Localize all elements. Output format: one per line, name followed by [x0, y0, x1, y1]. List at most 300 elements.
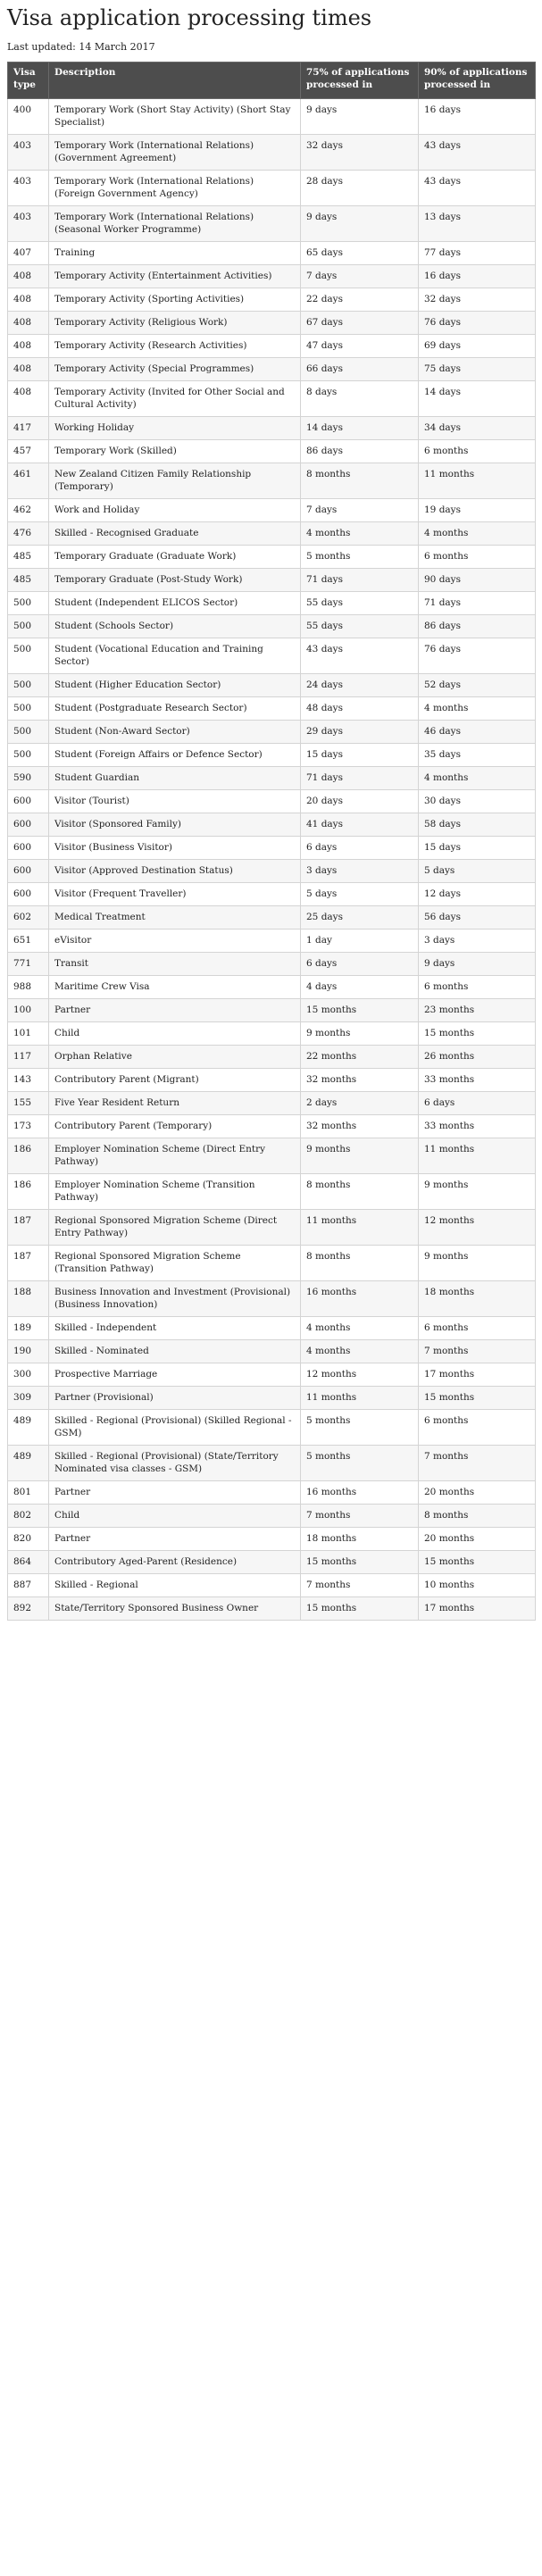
cell-visa-type: 407 [8, 242, 49, 265]
cell-90-percent: 3 days [419, 930, 536, 953]
cell-90-percent: 90 days [419, 569, 536, 592]
cell-75-percent: 71 days [301, 569, 419, 592]
cell-75-percent: 5 months [301, 1410, 419, 1446]
table-row [8, 860, 536, 883]
cell-90-percent: 6 months [419, 546, 536, 569]
cell-visa-type: 173 [8, 1115, 49, 1138]
cell-75-percent: 12 months [301, 1363, 419, 1387]
cell-90-percent: 12 days [419, 883, 536, 906]
cell-75-percent: 8 months [301, 1246, 419, 1281]
cell-75-percent: 22 months [301, 1046, 419, 1069]
cell-description: Child [49, 1022, 301, 1046]
cell-description: Business Innovation and Investment (Provisional) (Business Innovation) [49, 1281, 301, 1317]
cell-visa-type: 408 [8, 335, 49, 358]
cell-90-percent: 43 days [419, 135, 536, 171]
cell-75-percent: 8 months [301, 1174, 419, 1210]
cell-visa-type: 489 [8, 1446, 49, 1481]
cell-description: Temporary Work (Short Stay Activity) (Short Stay Specialist) [49, 99, 301, 135]
table-row [8, 1281, 536, 1317]
cell-90-percent: 76 days [419, 312, 536, 335]
table-row [8, 1528, 536, 1551]
cell-description: Skilled - Nominated [49, 1340, 301, 1363]
cell-75-percent: 24 days [301, 674, 419, 697]
cell-75-percent: 2 days [301, 1092, 419, 1115]
cell-visa-type: 500 [8, 592, 49, 615]
cell-description: Student (Non-Award Sector) [49, 721, 301, 744]
table-row [8, 953, 536, 976]
table-row [8, 1210, 536, 1246]
table-row [8, 1446, 536, 1481]
cell-visa-type: 101 [8, 1022, 49, 1046]
cell-description: Employer Nomination Scheme (Direct Entry Pathway) [49, 1138, 301, 1174]
cell-description: Five Year Resident Return [49, 1092, 301, 1115]
table-row [8, 1597, 536, 1621]
cell-visa-type: 300 [8, 1363, 49, 1387]
cell-visa-type: 408 [8, 312, 49, 335]
table-row [8, 312, 536, 335]
cell-75-percent: 65 days [301, 242, 419, 265]
cell-75-percent: 4 days [301, 976, 419, 999]
cell-75-percent: 11 months [301, 1387, 419, 1410]
cell-90-percent: 15 months [419, 1387, 536, 1410]
table-row [8, 1115, 536, 1138]
cell-description: Temporary Work (International Relations) (Foreign Government Agency) [49, 171, 301, 206]
cell-description: eVisitor [49, 930, 301, 953]
table-row [8, 242, 536, 265]
table-row [8, 522, 536, 546]
cell-75-percent: 8 days [301, 381, 419, 417]
cell-75-percent: 18 months [301, 1528, 419, 1551]
cell-90-percent: 56 days [419, 906, 536, 930]
header-description: Description [49, 63, 301, 99]
table-row [8, 813, 536, 837]
cell-visa-type: 100 [8, 999, 49, 1022]
table-row [8, 358, 536, 381]
cell-description: Student (Higher Education Sector) [49, 674, 301, 697]
cell-description: Visitor (Approved Destination Status) [49, 860, 301, 883]
cell-90-percent: 7 months [419, 1340, 536, 1363]
table-row [8, 592, 536, 615]
table-row [8, 440, 536, 463]
cell-90-percent: 11 months [419, 463, 536, 499]
table-row [8, 1046, 536, 1069]
cell-visa-type: 186 [8, 1138, 49, 1174]
cell-description: Student Guardian [49, 767, 301, 790]
cell-90-percent: 77 days [419, 242, 536, 265]
cell-description: Student (Independent ELICOS Sector) [49, 592, 301, 615]
cell-90-percent: 17 months [419, 1597, 536, 1621]
table-row [8, 1340, 536, 1363]
table-row [8, 1069, 536, 1092]
cell-90-percent: 15 days [419, 837, 536, 860]
cell-75-percent: 15 months [301, 999, 419, 1022]
cell-75-percent: 15 months [301, 1551, 419, 1574]
cell-description: Student (Schools Sector) [49, 615, 301, 638]
table-row [8, 1387, 536, 1410]
table-row [8, 1174, 536, 1210]
cell-description: Visitor (Frequent Traveller) [49, 883, 301, 906]
cell-75-percent: 5 days [301, 883, 419, 906]
cell-75-percent: 41 days [301, 813, 419, 837]
cell-visa-type: 864 [8, 1551, 49, 1574]
cell-description: Temporary Activity (Invited for Other Social and Cultural Activity) [49, 381, 301, 417]
cell-90-percent: 58 days [419, 813, 536, 837]
table-body [8, 99, 536, 1621]
table-row [8, 999, 536, 1022]
cell-visa-type: 186 [8, 1174, 49, 1210]
cell-visa-type: 462 [8, 499, 49, 522]
cell-90-percent: 4 months [419, 522, 536, 546]
cell-visa-type: 489 [8, 1410, 49, 1446]
cell-visa-type: 500 [8, 697, 49, 721]
cell-90-percent: 75 days [419, 358, 536, 381]
cell-visa-type: 461 [8, 463, 49, 499]
cell-75-percent: 25 days [301, 906, 419, 930]
cell-visa-type: 457 [8, 440, 49, 463]
table-row [8, 417, 536, 440]
header-visa-type: Visa type [8, 63, 49, 99]
cell-90-percent: 43 days [419, 171, 536, 206]
cell-description: Partner [49, 999, 301, 1022]
cell-75-percent: 47 days [301, 335, 419, 358]
cell-90-percent: 9 months [419, 1246, 536, 1281]
cell-visa-type: 485 [8, 569, 49, 592]
table-row [8, 883, 536, 906]
cell-75-percent: 7 days [301, 265, 419, 288]
cell-description: Work and Holiday [49, 499, 301, 522]
header-row [8, 63, 536, 99]
cell-90-percent: 14 days [419, 381, 536, 417]
cell-75-percent: 4 months [301, 1340, 419, 1363]
cell-90-percent: 30 days [419, 790, 536, 813]
cell-90-percent: 17 months [419, 1363, 536, 1387]
cell-description: Contributory Parent (Temporary) [49, 1115, 301, 1138]
cell-75-percent: 3 days [301, 860, 419, 883]
cell-75-percent: 48 days [301, 697, 419, 721]
cell-90-percent: 6 months [419, 1317, 536, 1340]
cell-visa-type: 500 [8, 615, 49, 638]
cell-visa-type: 600 [8, 790, 49, 813]
cell-90-percent: 12 months [419, 1210, 536, 1246]
cell-description: Student (Foreign Affairs or Defence Sector) [49, 744, 301, 767]
cell-visa-type: 417 [8, 417, 49, 440]
table-row [8, 1317, 536, 1340]
cell-90-percent: 9 months [419, 1174, 536, 1210]
cell-90-percent: 6 days [419, 1092, 536, 1115]
table-row [8, 1410, 536, 1446]
cell-visa-type: 408 [8, 265, 49, 288]
table-row [8, 1505, 536, 1528]
table-row [8, 697, 536, 721]
cell-75-percent: 9 days [301, 99, 419, 135]
cell-description: Skilled - Regional (Provisional) (Skilled Regional - GSM) [49, 1410, 301, 1446]
cell-description: Regional Sponsored Migration Scheme (Transition Pathway) [49, 1246, 301, 1281]
cell-75-percent: 14 days [301, 417, 419, 440]
cell-visa-type: 408 [8, 358, 49, 381]
cell-75-percent: 15 days [301, 744, 419, 767]
cell-description: Orphan Relative [49, 1046, 301, 1069]
cell-visa-type: 590 [8, 767, 49, 790]
cell-75-percent: 28 days [301, 171, 419, 206]
cell-75-percent: 5 months [301, 546, 419, 569]
cell-description: Prospective Marriage [49, 1363, 301, 1387]
table-row [8, 906, 536, 930]
cell-90-percent: 6 months [419, 440, 536, 463]
cell-90-percent: 19 days [419, 499, 536, 522]
cell-description: Visitor (Business Visitor) [49, 837, 301, 860]
cell-90-percent: 7 months [419, 1446, 536, 1481]
cell-visa-type: 408 [8, 288, 49, 312]
cell-visa-type: 187 [8, 1246, 49, 1281]
cell-75-percent: 71 days [301, 767, 419, 790]
cell-description: Temporary Activity (Entertainment Activities) [49, 265, 301, 288]
cell-90-percent: 6 months [419, 1410, 536, 1446]
cell-90-percent: 4 months [419, 697, 536, 721]
table-row [8, 767, 536, 790]
cell-visa-type: 802 [8, 1505, 49, 1528]
table-row [8, 135, 536, 171]
cell-description: Child [49, 1505, 301, 1528]
cell-75-percent: 11 months [301, 1210, 419, 1246]
cell-description: Contributory Parent (Migrant) [49, 1069, 301, 1092]
cell-description: Skilled - Regional (Provisional) (State/Territory Nominated visa classes - GSM) [49, 1446, 301, 1481]
cell-visa-type: 600 [8, 860, 49, 883]
cell-75-percent: 43 days [301, 638, 419, 674]
cell-75-percent: 7 days [301, 499, 419, 522]
cell-description: Temporary Activity (Special Programmes) [49, 358, 301, 381]
table-row [8, 1574, 536, 1597]
table-row [8, 615, 536, 638]
cell-description: Transit [49, 953, 301, 976]
cell-visa-type: 403 [8, 171, 49, 206]
cell-visa-type: 187 [8, 1210, 49, 1246]
last-updated-text: Last updated: 14 March 2017 [7, 41, 155, 53]
cell-visa-type: 190 [8, 1340, 49, 1363]
cell-75-percent: 55 days [301, 592, 419, 615]
cell-description: Employer Nomination Scheme (Transition Pathway) [49, 1174, 301, 1210]
cell-visa-type: 887 [8, 1574, 49, 1597]
table-row [8, 721, 536, 744]
table-row [8, 1363, 536, 1387]
table-header [8, 63, 536, 99]
table-row [8, 1022, 536, 1046]
header-75-percent: 75% of applications processed in [301, 63, 419, 99]
cell-90-percent: 46 days [419, 721, 536, 744]
cell-90-percent: 20 months [419, 1481, 536, 1505]
cell-90-percent: 11 months [419, 1138, 536, 1174]
header-90-percent: 90% of applications processed in [419, 63, 536, 99]
cell-75-percent: 8 months [301, 463, 419, 499]
cell-90-percent: 76 days [419, 638, 536, 674]
cell-90-percent: 10 months [419, 1574, 536, 1597]
cell-description: Medical Treatment [49, 906, 301, 930]
cell-description: Temporary Work (International Relations) (Government Agreement) [49, 135, 301, 171]
cell-90-percent: 13 days [419, 206, 536, 242]
cell-visa-type: 500 [8, 674, 49, 697]
cell-75-percent: 4 months [301, 522, 419, 546]
cell-visa-type: 600 [8, 813, 49, 837]
cell-75-percent: 66 days [301, 358, 419, 381]
cell-75-percent: 4 months [301, 1317, 419, 1340]
cell-description: Maritime Crew Visa [49, 976, 301, 999]
cell-90-percent: 35 days [419, 744, 536, 767]
table-row [8, 1481, 536, 1505]
cell-visa-type: 403 [8, 135, 49, 171]
cell-description: Temporary Work (International Relations) (Seasonal Worker Programme) [49, 206, 301, 242]
cell-75-percent: 15 months [301, 1597, 419, 1621]
cell-visa-type: 143 [8, 1069, 49, 1092]
cell-visa-type: 309 [8, 1387, 49, 1410]
processing-times-table [7, 62, 536, 1621]
cell-90-percent: 5 days [419, 860, 536, 883]
table-row [8, 930, 536, 953]
cell-visa-type: 117 [8, 1046, 49, 1069]
cell-description: Visitor (Sponsored Family) [49, 813, 301, 837]
table-row [8, 499, 536, 522]
cell-75-percent: 5 months [301, 1446, 419, 1481]
cell-description: Student (Vocational Education and Training Sector) [49, 638, 301, 674]
table-row [8, 99, 536, 135]
cell-90-percent: 16 days [419, 99, 536, 135]
cell-90-percent: 6 months [419, 976, 536, 999]
table-row [8, 1551, 536, 1574]
cell-visa-type: 485 [8, 546, 49, 569]
cell-90-percent: 8 months [419, 1505, 536, 1528]
table-row [8, 463, 536, 499]
cell-description: Partner [49, 1481, 301, 1505]
cell-75-percent: 9 months [301, 1138, 419, 1174]
cell-75-percent: 6 days [301, 837, 419, 860]
cell-visa-type: 600 [8, 883, 49, 906]
cell-90-percent: 18 months [419, 1281, 536, 1317]
cell-visa-type: 476 [8, 522, 49, 546]
cell-description: Contributory Aged-Parent (Residence) [49, 1551, 301, 1574]
table-row [8, 976, 536, 999]
cell-75-percent: 7 months [301, 1574, 419, 1597]
cell-75-percent: 20 days [301, 790, 419, 813]
cell-description: Partner (Provisional) [49, 1387, 301, 1410]
cell-90-percent: 9 days [419, 953, 536, 976]
cell-visa-type: 771 [8, 953, 49, 976]
cell-75-percent: 86 days [301, 440, 419, 463]
cell-90-percent: 32 days [419, 288, 536, 312]
table-row [8, 381, 536, 417]
cell-description: Temporary Activity (Research Activities) [49, 335, 301, 358]
cell-visa-type: 400 [8, 99, 49, 135]
cell-description: Skilled - Independent [49, 1317, 301, 1340]
table-row [8, 569, 536, 592]
cell-90-percent: 4 months [419, 767, 536, 790]
cell-visa-type: 189 [8, 1317, 49, 1340]
page-title: Visa application processing times [7, 5, 372, 30]
cell-description: Skilled - Regional [49, 1574, 301, 1597]
cell-75-percent: 32 months [301, 1115, 419, 1138]
cell-description: Visitor (Tourist) [49, 790, 301, 813]
cell-90-percent: 52 days [419, 674, 536, 697]
cell-visa-type: 988 [8, 976, 49, 999]
cell-visa-type: 155 [8, 1092, 49, 1115]
cell-description: Temporary Graduate (Graduate Work) [49, 546, 301, 569]
cell-75-percent: 55 days [301, 615, 419, 638]
cell-75-percent: 9 months [301, 1022, 419, 1046]
cell-75-percent: 7 months [301, 1505, 419, 1528]
cell-visa-type: 651 [8, 930, 49, 953]
cell-90-percent: 26 months [419, 1046, 536, 1069]
cell-90-percent: 15 months [419, 1551, 536, 1574]
cell-description: New Zealand Citizen Family Relationship (Temporary) [49, 463, 301, 499]
cell-90-percent: 34 days [419, 417, 536, 440]
cell-description: Student (Postgraduate Research Sector) [49, 697, 301, 721]
cell-description: Temporary Work (Skilled) [49, 440, 301, 463]
cell-description: Temporary Graduate (Post-Study Work) [49, 569, 301, 592]
cell-description: Working Holiday [49, 417, 301, 440]
cell-visa-type: 403 [8, 206, 49, 242]
cell-visa-type: 820 [8, 1528, 49, 1551]
cell-90-percent: 23 months [419, 999, 536, 1022]
cell-75-percent: 9 days [301, 206, 419, 242]
cell-description: Temporary Activity (Sporting Activities) [49, 288, 301, 312]
cell-90-percent: 33 months [419, 1115, 536, 1138]
cell-description: Temporary Activity (Religious Work) [49, 312, 301, 335]
cell-visa-type: 801 [8, 1481, 49, 1505]
cell-75-percent: 1 day [301, 930, 419, 953]
cell-75-percent: 67 days [301, 312, 419, 335]
cell-visa-type: 408 [8, 381, 49, 417]
table-row [8, 1138, 536, 1174]
cell-75-percent: 29 days [301, 721, 419, 744]
cell-75-percent: 32 days [301, 135, 419, 171]
cell-visa-type: 892 [8, 1597, 49, 1621]
table-row [8, 546, 536, 569]
cell-90-percent: 33 months [419, 1069, 536, 1092]
cell-90-percent: 20 months [419, 1528, 536, 1551]
table-row [8, 1092, 536, 1115]
cell-90-percent: 86 days [419, 615, 536, 638]
table-row [8, 171, 536, 206]
cell-description: Skilled - Recognised Graduate [49, 522, 301, 546]
cell-75-percent: 32 months [301, 1069, 419, 1092]
table-row [8, 638, 536, 674]
cell-75-percent: 6 days [301, 953, 419, 976]
cell-75-percent: 22 days [301, 288, 419, 312]
cell-description: Training [49, 242, 301, 265]
cell-90-percent: 69 days [419, 335, 536, 358]
cell-description: Partner [49, 1528, 301, 1551]
cell-visa-type: 500 [8, 638, 49, 674]
cell-90-percent: 71 days [419, 592, 536, 615]
cell-visa-type: 602 [8, 906, 49, 930]
table-row [8, 335, 536, 358]
table-row [8, 674, 536, 697]
cell-visa-type: 500 [8, 721, 49, 744]
table-row [8, 837, 536, 860]
cell-visa-type: 500 [8, 744, 49, 767]
cell-90-percent: 15 months [419, 1022, 536, 1046]
cell-description: State/Territory Sponsored Business Owner [49, 1597, 301, 1621]
cell-90-percent: 16 days [419, 265, 536, 288]
table-row [8, 1246, 536, 1281]
table-row [8, 265, 536, 288]
cell-75-percent: 16 months [301, 1281, 419, 1317]
cell-visa-type: 600 [8, 837, 49, 860]
table-row [8, 206, 536, 242]
cell-visa-type: 188 [8, 1281, 49, 1317]
cell-description: Regional Sponsored Migration Scheme (Direct Entry Pathway) [49, 1210, 301, 1246]
table-row [8, 744, 536, 767]
cell-75-percent: 16 months [301, 1481, 419, 1505]
table-row [8, 288, 536, 312]
table-row [8, 790, 536, 813]
